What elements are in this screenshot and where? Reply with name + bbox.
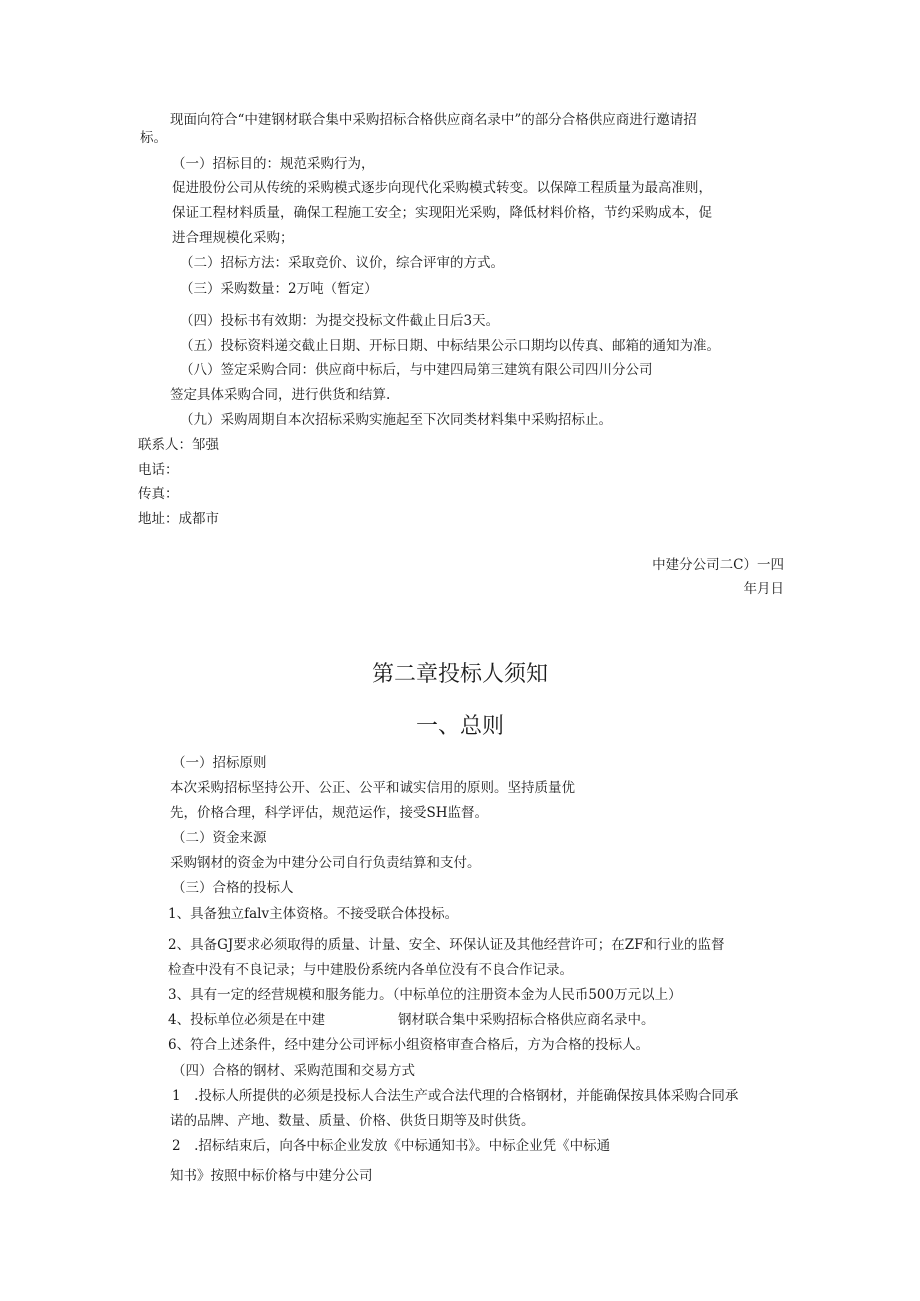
- contact-address: 地址：成都市: [138, 511, 219, 527]
- intro-line-1: 现面向符合“中建钢材联合集中采购招标合格供应商名录中”的部分合格供应商进行邀请招: [170, 112, 697, 128]
- principle-line-2: 先，价格合理，科学评估，规范运作，接受SH监督。: [170, 805, 489, 821]
- item-quantity: （三）采购数量：2万吨（暂定）: [180, 281, 378, 297]
- contact-phone: 电话：: [138, 462, 179, 478]
- qualification-3: 3、具有一定的经营规模和服务能力。（中标单位的注册资本金为人民币500万元以上）: [168, 987, 682, 1003]
- item-contract: （八）签定采购合同：供应商中标后，与中建四局第三建筑有限公司四川分公司: [180, 362, 653, 378]
- scope-1-line-1: 1 .投标人所提供的必须是投标人合法生产或合法代理的合格钢材，并能确保按具体采购合同承: [172, 1088, 739, 1104]
- scope-1-line-2: 诺的品牌、产地、数量、质量、价格、供货日期等及时供货。: [170, 1113, 535, 1129]
- qualification-4-part-b: 钢材联合集中采购招标合格供应商名录中。: [398, 1012, 655, 1028]
- qualification-2-line-2: 检查中没有不良记录；与中建股份系统内各单位没有不良合作记录。: [168, 962, 573, 978]
- section-title: 一、总则: [415, 714, 504, 739]
- contact-fax: 传真：: [138, 486, 179, 502]
- signature-org: 中建分公司二C）一四: [652, 557, 784, 573]
- item-purpose-body-2: 保证工程材料质量，确保工程施工安全；实现阳光采购，降低材料价格，节约采购成本，促: [172, 205, 712, 221]
- principle-heading: （一）招标原则: [172, 755, 267, 771]
- chapter-title: 第二章投标人须知: [371, 662, 548, 687]
- qualification-1: 1、具备独立falv主体资格。不接受联合体投标。: [168, 906, 459, 922]
- steel-scope-heading: （四）合格的钢材、采购范围和交易方式: [172, 1063, 415, 1079]
- qualification-4-part-a: 4、投标单位必须是在中建: [168, 1012, 326, 1028]
- contact-person: 联系人：邹强: [138, 437, 219, 453]
- qualified-bidder-heading: （三）合格的投标人: [172, 880, 294, 896]
- item-contract-body: 签定具体采购合同，进行供货和结算.: [170, 387, 391, 403]
- intro-line-2: 标。: [140, 130, 167, 146]
- signature-date: 年月日: [743, 581, 784, 597]
- item-validity: （四）投标书有效期：为提交投标文件截止日后3天。: [180, 313, 500, 329]
- principle-line-1: 本次采购招标坚持公开、公正、公平和诚实信用的原则。坚持质量优: [170, 780, 575, 796]
- item-purpose-body-1: 促进股份公司从传统的采购模式逐步向现代化采购模式转变。以保障工程质量为最高准则，: [172, 180, 712, 196]
- qualification-6: 6、符合上述条件，经中建分公司评标小组资格审查合格后，方为合格的投标人。: [168, 1037, 650, 1053]
- funding-heading: （二）资金来源: [172, 830, 267, 846]
- item-deadline: （五）投标资料递交截止日期、开标日期、中标结果公示口期均以传真、邮箱的通知为准。: [180, 338, 720, 354]
- funding-line-1: 采购钢材的资金为中建分公司自行负责结算和支付。: [170, 855, 481, 871]
- qualification-2-line-1: 2、具备GJ要求必须取得的质量、计量、安全、环保认证及其他经营许可；在ZF和行业的监督: [168, 937, 725, 953]
- item-method: （二）招标方法：采取竞价、议价，综合评审的方式。: [180, 255, 504, 271]
- item-period: （九）采购周期自本次招标采购实施起至下次同类材料集中采购招标止。: [180, 412, 612, 428]
- scope-2-line-1: 2 .招标结束后，向各中标企业发放《中标通知书》。中标企业凭《中标通: [172, 1138, 611, 1154]
- item-purpose-body-3: 进合理规模化采购；: [172, 230, 294, 246]
- item-purpose-heading: （一）招标目的：规范采购行为，: [172, 156, 375, 172]
- scope-2-line-2: 知书》按照中标价格与中建分公司: [170, 1168, 373, 1184]
